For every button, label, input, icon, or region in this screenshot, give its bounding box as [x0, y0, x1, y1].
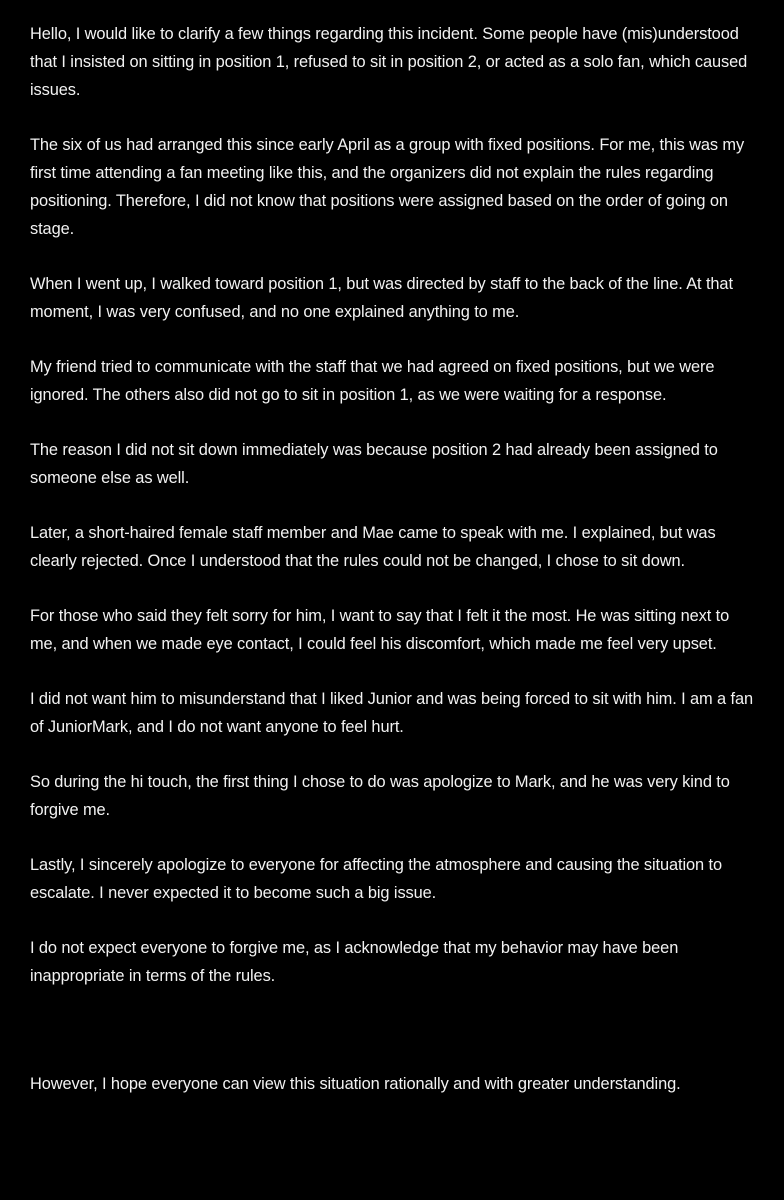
paragraph-intro: Hello, I would like to clarify a few things regarding this incident. Some people have (mis)understood that I insisted on sitting in position 1, refused to sit in position 2, or acted as a solo fan, which caused issues.	[30, 25, 748, 99]
paragraph-group-arrangement: The six of us had arranged this since early April as a group with fixed positions. For me, this was my first time attending a fan meeting like this, and the organizers did not explain the rules regarding positioning. Therefore, I did not know that positions were assigned based on the order of going on stage.	[30, 136, 745, 238]
paragraph-felt-sorry: For those who said they felt sorry for him, I want to say that I felt it the most. He was sitting next to me, and when we made eye contact, I could feel his discomfort, which made me feel very upset.	[30, 607, 730, 653]
paragraph-not-expect: I do not expect everyone to forgive me, as I acknowledge that my behavior may have been inappropriate in terms of the rules.	[30, 939, 679, 985]
paragraph-reason: The reason I did not sit down immediately was because position 2 had already been assigned to someone else as well.	[30, 441, 718, 487]
paragraph-friend-communicated: My friend tried to communicate with the staff that we had agreed on fixed positions, but we were ignored. The others also did not go to sit in position 1, as we were waiting for a response.	[30, 358, 715, 404]
paragraph-staff-spoke: Later, a short-haired female staff member and Mae came to speak with me. I explained, but was clearly rejected. Once I understood that the rules could not be changed, I chose to sit down.	[30, 524, 716, 570]
paragraph-misunderstand: I did not want him to misunderstand that I liked Junior and was being forced to sit with him. I am a fan of JuniorMark, and I do not want anyone to feel hurt.	[30, 690, 754, 736]
paragraph-closing: However, I hope everyone can view this situation rationally and with greater understanding.	[30, 1075, 681, 1093]
statement-text	[30, 20, 760, 1125]
paragraph-went-up: When I went up, I walked toward position 1, but was directed by staff to the back of the line. At that moment, I was very confused, and no one explained anything to me.	[30, 275, 733, 321]
paragraph-hi-touch: So during the hi touch, the first thing I chose to do was apologize to Mark, and he was very kind to forgive me.	[30, 773, 730, 819]
paragraph-apology: Lastly, I sincerely apologize to everyone for affecting the atmosphere and causing the situation to escalate. I never expected it to become such a big issue.	[30, 856, 722, 902]
